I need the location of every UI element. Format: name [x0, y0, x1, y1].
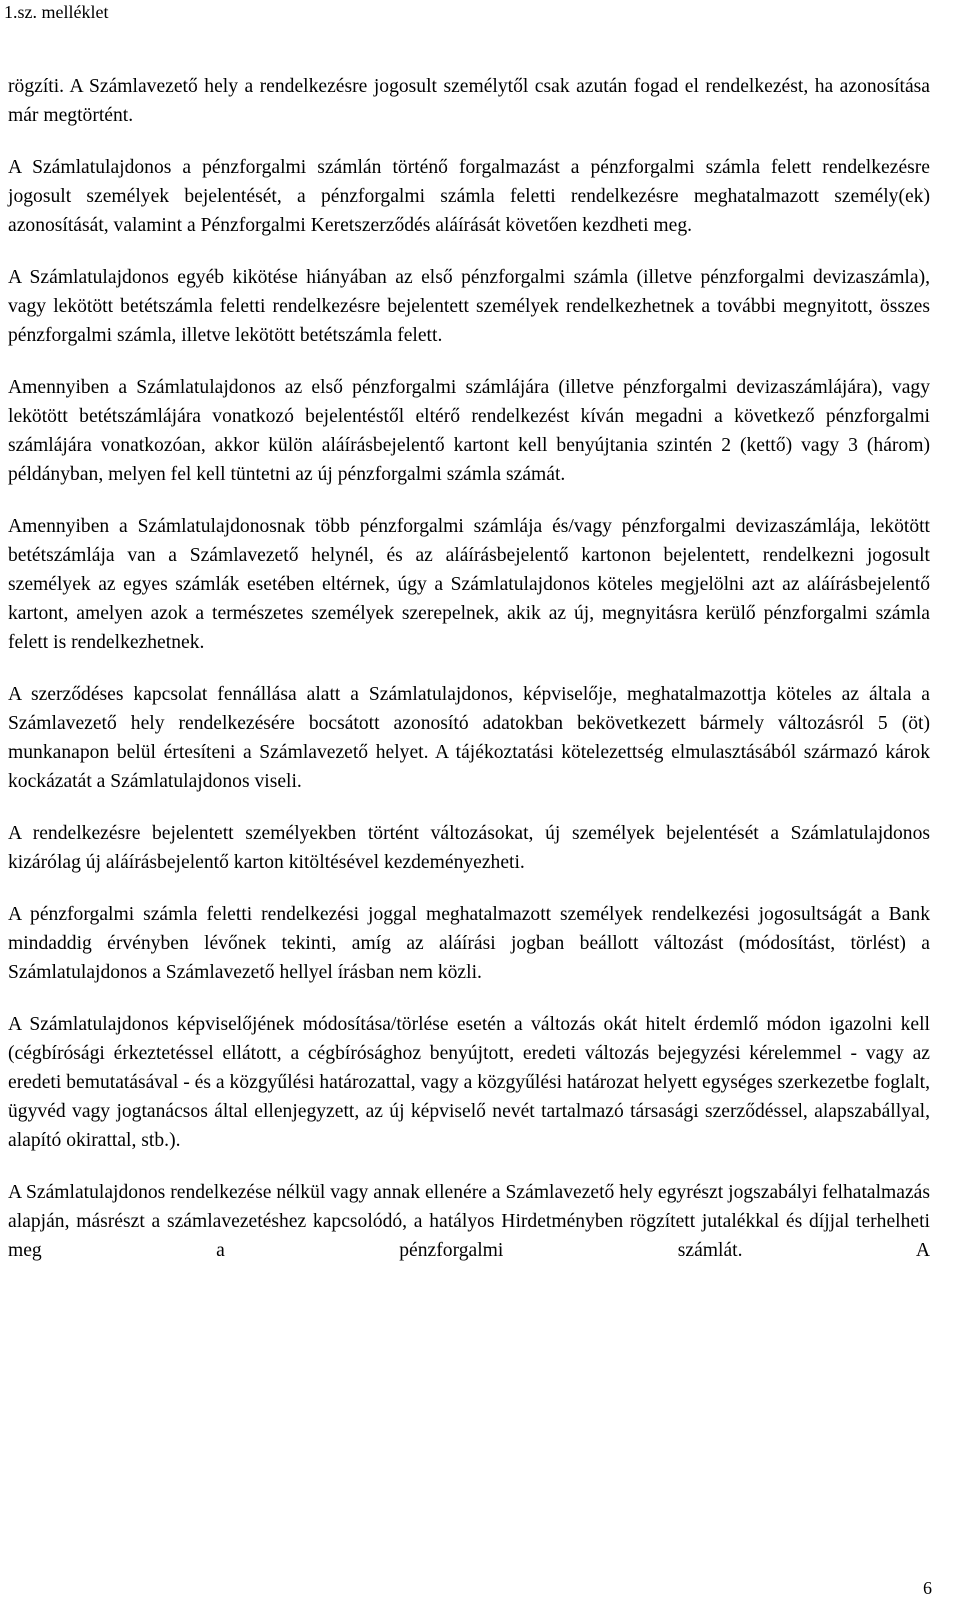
page-number: 6 [923, 1578, 932, 1598]
paragraph: rögzíti. A Számlavezető hely a rendelkezésre jogosult személytől csak azután fogad el rendelkezést, ha azonosítása már megtörtént. [8, 76, 930, 126]
paragraph: A Számlatulajdonos képviselőjének módosítása/törlése esetén a változás okát hitelt érdemlő módon igazolni kell (cégbírósági érkeztetéssel ellátott, a cégbírósághoz benyújtott, eredeti változás bejegyzési kérelemmel - vagy az eredeti bemutatásával - és a közgyűlési határozattal, vagy a közgyűlési határozat helyett egységes szerkezetbe foglalt, ügyvéd vagy jogtanácsos által ellenjegyzett, az új képviselő nevét tartalmazó társasági szerződéssel, alapszabállyal, alapító okirattal, stb.). [8, 1014, 930, 1151]
paragraph: A szerződéses kapcsolat fennállása alatt a Számlatulajdonos, képviselője, meghatalmazottja köteles az általa a Számlavezető hely rendelkezésére bocsátott azonosító adatokban bekövetkezett bármely változásról 5 (öt) munkanapon belül értesíteni a Számlavezető helyet. A tájékoztatási kötelezettség elmulasztásából származó károk kockázatát a Számlatulajdonos viseli. [8, 684, 930, 792]
paragraph: A Számlatulajdonos egyéb kikötése hiányában az első pénzforgalmi számla (illetve pénzforgalmi devizaszámla), vagy lekötött betétszámla feletti rendelkezésre bejelentett személyek rendelkezhetnek a további megnyitott, összes pénzforgalmi számla, illetve lekötött betétszámla felett. [8, 267, 930, 346]
paragraph: Amennyiben a Számlatulajdonos az első pénzforgalmi számlájára (illetve pénzforgalmi devizaszámlájára), vagy lekötött betétszámlájára vonatkozó bejelentéstől eltérő rendelkezést kíván megadni a következő pénzforgalmi számlájára vonatkozóan, akkor külön aláírásbejelentő kartont kell benyújtania szintén 2 (kettő) vagy 3 (három) példányban, melyen fel kell tüntetni az új pénzforgalmi számla számát. [8, 377, 930, 485]
paragraph: A pénzforgalmi számla feletti rendelkezési joggal meghatalmazott személyek rendelkezési jogosultságát a Bank mindaddig érvényben lévőnek tekinti, amíg az aláírási jogban beállott változást (módosítást, törlést) a Számlatulajdonos a Számlavezető hellyel írásban nem közli. [8, 904, 930, 983]
document-body [8, 72, 930, 1288]
annex-label: 1.sz. melléklet [4, 2, 109, 22]
paragraph: A Számlatulajdonos a pénzforgalmi számlán történő forgalmazást a pénzforgalmi számla felett rendelkezésre jogosult személyek bejelentését, a pénzforgalmi számla feletti rendelkezésre meghatalmazott személy(ek) azonosítását, valamint a Pénzforgalmi Keretszerződés aláírását követően kezdheti meg. [8, 157, 930, 236]
paragraph: A Számlatulajdonos rendelkezése nélkül vagy annak ellenére a Számlavezető hely egyrészt jogszabályi felhatalmazás alapján, másrészt a számlavezetéshez kapcsolódó, a hatályos Hirdetményben rögzített jutalékkal és díjjal terhelheti meg a pénzforgalmi számlát. A [8, 1182, 930, 1261]
paragraph: A rendelkezésre bejelentett személyekben történt változásokat, új személyek bejelentését a Számlatulajdonos kizárólag új aláírásbejelentő karton kitöltésével kezdeményezheti. [8, 823, 930, 873]
paragraph: Amennyiben a Számlatulajdonosnak több pénzforgalmi számlája és/vagy pénzforgalmi devizaszámlája, lekötött betétszámlája van a Számlavezető helynél, és az aláírásbejelentő kartonon bejelentett, rendelkezni jogosult személyek az egyes számlák esetében eltérnek, úgy a Számlatulajdonos köteles megjelölni azt az aláírásbejelentő kartont, amelyen azok a természetes személyek szerepelnek, akik az új, megnyitásra kerülő pénzforgalmi számla felett is rendelkezhetnek. [8, 516, 930, 653]
